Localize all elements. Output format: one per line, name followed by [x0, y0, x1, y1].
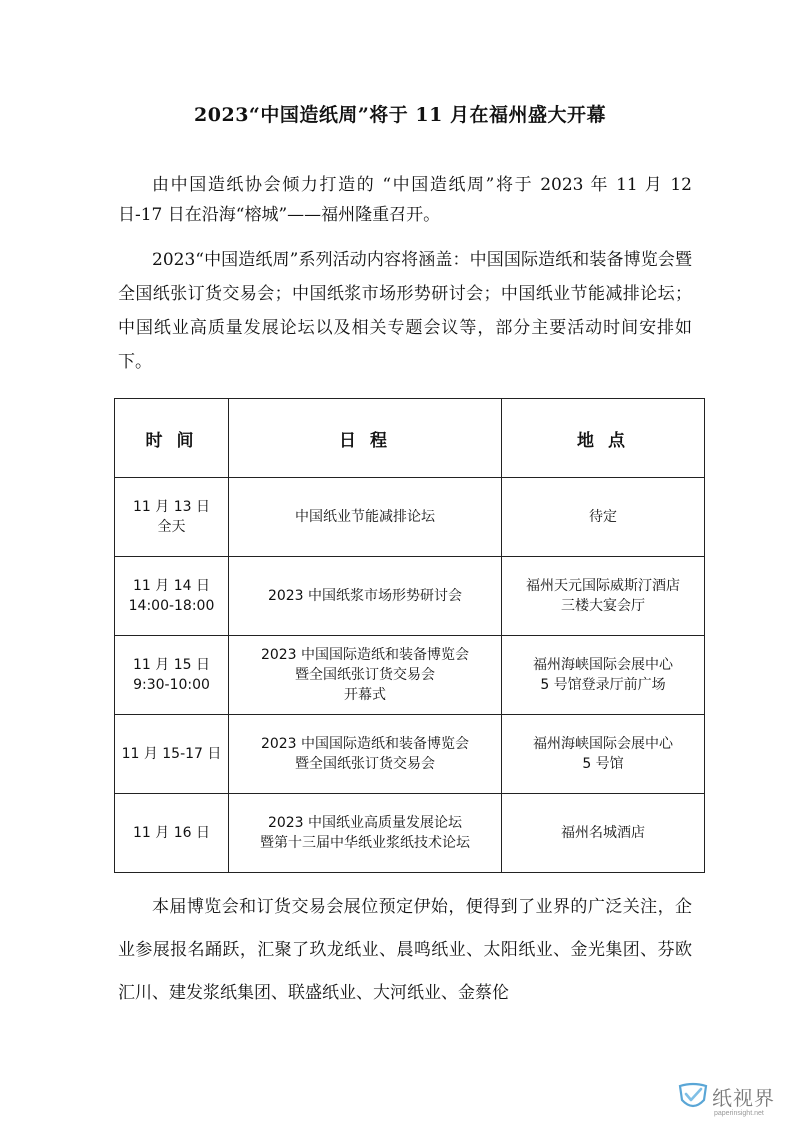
- cell-time: [115, 794, 229, 873]
- cell-line: 11 月 13 日: [133, 499, 210, 515]
- cell-line: 福州海峡国际会展中心: [533, 657, 673, 673]
- header-time: 时 间: [115, 399, 229, 478]
- cell-event: [229, 478, 502, 557]
- cell-event: [229, 557, 502, 636]
- exhibitors-paragraph: 本届博览会和订货交易会展位预定伊始，便得到了业界的广泛关注，企业参展报名踊跃，汇聚了玖龙纸业、晨鸣纸业、太阳纸业、金光集团、芬欧汇川、建发浆纸集团、联盛纸业、大河纸业、金蔡伦: [118, 897, 692, 1003]
- table-row: [115, 636, 705, 715]
- cell-event: [229, 715, 502, 794]
- table-row: [115, 557, 705, 636]
- watermark: [676, 1076, 786, 1126]
- cell-place: [502, 794, 705, 873]
- cell-line: 中国纸业节能减排论坛: [295, 509, 435, 525]
- cell-line: 9:30-10:00: [133, 677, 210, 693]
- cell-line: 11 月 15 日: [133, 657, 210, 673]
- cell-line: 2023 中国纸业高质量发展论坛: [267, 815, 463, 831]
- cell-line: 三楼大宴会厅: [561, 598, 645, 614]
- cell-line: 14:00-18:00: [128, 598, 215, 614]
- cell-time: [115, 557, 229, 636]
- cell-line: 待定: [589, 509, 617, 525]
- cell-line: 2023 中国国际造纸和装备博览会: [260, 647, 470, 663]
- cell-line: 福州海峡国际会展中心: [533, 736, 673, 752]
- cell-line: 2023 中国国际造纸和装备博览会: [260, 736, 470, 752]
- cell-event: [229, 636, 502, 715]
- cell-line: 5 号馆: [582, 756, 624, 772]
- table-row: [115, 794, 705, 873]
- watermark-url: paperinsight.net: [714, 1110, 764, 1117]
- header-event: 日 程: [229, 399, 502, 478]
- cell-line: 暨全国纸张订货交易会: [295, 756, 435, 772]
- cell-place: [502, 557, 705, 636]
- table-header-row: [115, 399, 705, 478]
- cell-time: [115, 636, 229, 715]
- activities-paragraph: 2023“中国造纸周”系列活动内容将涵盖：中国国际造纸和装备博览会暨全国纸张订货交易会；中国纸浆市场形势研讨会；中国纸业节能减排论坛；中国纸业高质量发展论坛以及相关专题会议等，部分主要活动时间安排如下。: [118, 250, 692, 372]
- cell-place: [502, 636, 705, 715]
- intro-paragraph: 由中国造纸协会倾力打造的 “中国造纸周”将于 2023 年 11 月 12 日-17 日在沿海“榕城”——福州隆重召开。: [118, 175, 692, 225]
- cell-time: [115, 478, 229, 557]
- cell-line: 2023 中国纸浆市场形势研讨会: [267, 588, 463, 604]
- table-row: [115, 478, 705, 557]
- cell-event: [229, 794, 502, 873]
- table-row: [115, 715, 705, 794]
- cell-line: 开幕式: [344, 687, 386, 703]
- cell-line: 暨全国纸张订货交易会: [295, 667, 435, 683]
- watermark-name: 纸视界: [712, 1086, 775, 1110]
- paperinsight-logo-icon: [676, 1080, 710, 1114]
- cell-line: 福州名城酒店: [561, 825, 645, 841]
- header-place: 地 点: [502, 399, 705, 478]
- cell-place: [502, 478, 705, 557]
- cell-line: 11 月 15-17 日: [121, 746, 222, 762]
- cell-line: 全天: [157, 519, 186, 535]
- cell-line: 5 号馆登录厅前广场: [540, 677, 666, 693]
- cell-line: 福州天元国际威斯汀酒店: [526, 578, 680, 594]
- cell-line: 暨第十三届中华纸业浆纸技术论坛: [260, 835, 470, 851]
- cell-line: 11 月 14 日: [133, 578, 210, 594]
- cell-time: [115, 715, 229, 794]
- cell-line: 11 月 16 日: [133, 825, 210, 841]
- page-title: 2023“中国造纸周”将于 11 月在福州盛大开幕: [194, 104, 606, 126]
- schedule-table: [114, 398, 705, 873]
- cell-place: [502, 715, 705, 794]
